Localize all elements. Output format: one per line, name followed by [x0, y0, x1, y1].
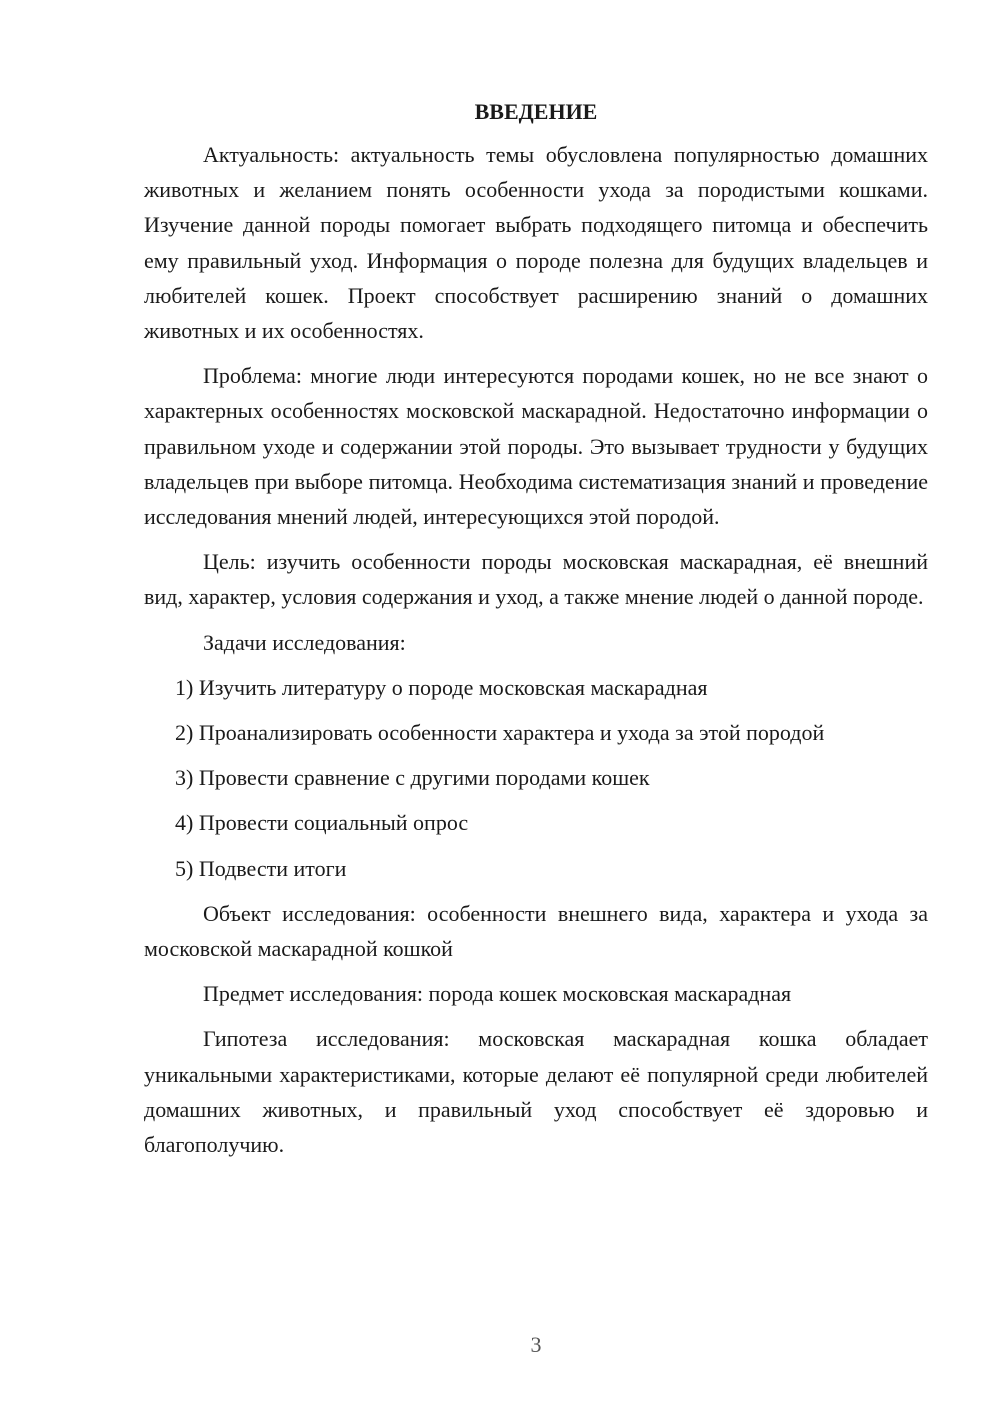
page-number: 3: [530, 1332, 542, 1357]
problem-paragraph: Проблема: многие люди интересуются породами кошек, но не все знают о характерных особенностях московской маскарадной. Недостаточно информации о правильном уходе и содержании этой породы. Это вызывает трудности у будущих владельцев при выборе питомца. Необходима систематизация знаний и проведение исследования мнений людей, интересующихся этой породой.: [144, 363, 928, 530]
tasks-heading: Задачи исследования:: [203, 629, 406, 655]
relevance-paragraph: Актуальность: актуальность темы обусловлена популярностью домашних животных и желанием понять особенности ухода за породистыми кошками. Изучение данной породы помогает выбрать подходящего питомца и обеспечить ему правильный уход. Информация о породе полезна для будущих владельцев и любителей кошек. Проект способствует расширению знаний о домашних животных и их особенностях.: [144, 142, 928, 344]
task-item: 2) Проанализировать особенности характера и ухода за этой породой: [175, 720, 825, 746]
page-title: ВВЕДЕНИЕ: [474, 99, 598, 124]
object-paragraph: Объект исследования: особенности внешнего вида, характера и ухода за московской маскарадной кошкой: [144, 900, 928, 962]
tasks-list: [144, 670, 928, 886]
task-item: 4) Провести социальный опрос: [175, 810, 469, 836]
document-body: [144, 94, 928, 1172]
subject-paragraph: Предмет исследования: порода кошек московская маскарадная: [203, 981, 792, 1007]
goal-paragraph: Цель: изучить особенности породы московская маскарадная, её внешний вид, характер, условия содержания и уход, а также мнение людей о данной породе.: [144, 549, 928, 610]
task-item: 5) Подвести итоги: [175, 855, 347, 881]
task-item: 1) Изучить литературу о породе московская маскарадная: [175, 674, 708, 700]
task-item: 3) Провести сравнение с другими породами кошек: [175, 765, 650, 791]
hypothesis-paragraph: Гипотеза исследования: московская маскарадная кошка обладает уникальными характеристиками, которые делают её популярной среди любителей домашних животных, и правильный уход способствует её здоровью и благополучию.: [144, 1026, 928, 1158]
